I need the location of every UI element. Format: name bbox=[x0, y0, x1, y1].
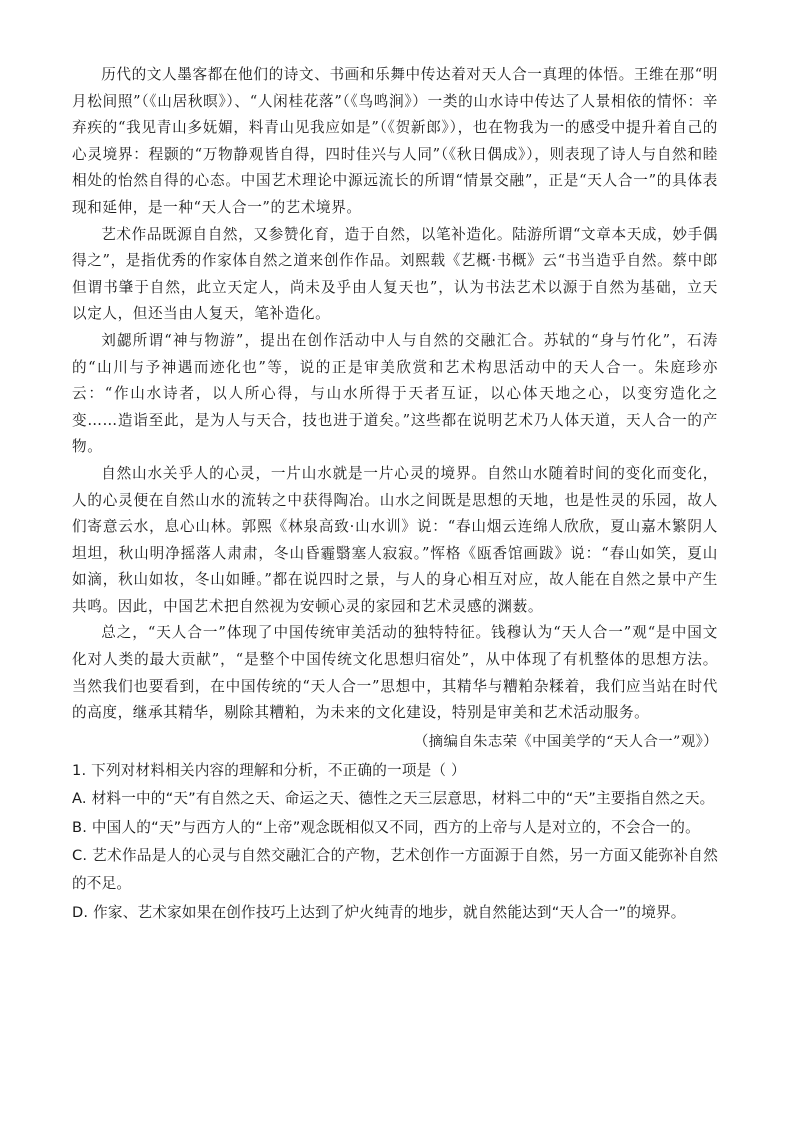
option-a: A. 材料一中的“天”有自然之天、命运之天、德性之天三层意思，材料二中的“天”主要指自然之天。 bbox=[72, 790, 715, 808]
passage-source-citation: （摘编自朱志荣《中国美学的“天人合一”观》） bbox=[413, 733, 718, 750]
passage-paragraph-5: 总之，“天人合一”体现了中国传统审美活动的独特特征。钱穆认为“天人合一”观“是中国文化对人类的最大贡献”，“是整个中国传统文化思想归宿处”，从中体现了有机整体的思想方法。当然我们也要看到，在中国传统的“天人合一”思想中，其精华与糟粕杂糅着，我们应当站在时代的高度，继承其精华，剔除其糟粕，为未来的文化建设，特别是审美和艺术活动服务。 bbox=[72, 624, 718, 722]
question-block bbox=[72, 757, 718, 927]
question-stem: 1. 下列对材料相关内容的理解和分析，不正确的一项是（ ） bbox=[72, 761, 466, 779]
document-page bbox=[72, 62, 718, 927]
reading-passage bbox=[72, 62, 718, 727]
passage-paragraph-1: 历代的文人墨客都在他们的诗文、书画和乐舞中传达着对天人合一真理的体悟。王维在那“明月松间照”（《山居秋暝》）、“人闲桂花落”（《鸟鸣涧》）一类的山水诗中传达了人景相依的情怀：辛弃疾的“我见青山多妩媚，料青山见我应如是”（《贺新郎》），也在物我为一的感受中提升着自己的心灵境界：程颢的“万物静观皆自得，四时佳兴与人同”（《秋日偶成》），则表现了诗人与自然和睦相处的怡然自得的心态。中国艺术理论中源远流长的所谓“情景交融”，正是“天人合一”的具体表现和延伸，是一种“天人合一”的艺术境界。 bbox=[72, 66, 718, 216]
option-d: D. 作家、艺术家如果在创作技巧上达到了炉火纯青的地步，就自然能达到“天人合一”的境界。 bbox=[72, 903, 686, 921]
passage-paragraph-3: 刘勰所谓“神与物游”，提出在创作活动中人与自然的交融汇合。苏轼的“身与竹化”，石涛的“山川与予神遇而迹化也”等，说的正是审美欣赏和艺术构思活动中的天人合一。朱庭珍亦云：“作山水诗者，以人所心得，与山水所得于天者互证，以心体天地之心，以变穷造化之变……造诣至此，是为人与天合，技也进于道矣。”这些都在说明艺术乃人体天道，天人合一的产物。 bbox=[72, 331, 718, 456]
passage-paragraph-4: 自然山水关乎人的心灵，一片山水就是一片心灵的境界。自然山水随着时间的变化而变化，人的心灵便在自然山水的流转之中获得陶冶。山水之间既是思想的天地，也是性灵的乐园，故人们寄意云水，息心山林。郭熙《林泉高致·山水训》说：“春山烟云连绵人欣欣，夏山嘉木繁阴人坦坦，秋山明净摇落人肃肃，冬山昏霾翳塞人寂寂。”恽格《瓯香馆画跋》说：“春山如笑，夏山如滴，秋山如妆，冬山如睡。”都在说四时之景，与人的身心相互对应，故人能在自然之景中产生共鸣。因此，中国艺术把自然视为安顿心灵的家园和艺术灵感的渊薮。 bbox=[72, 464, 718, 615]
option-b: B. 中国人的“天”与西方人的“上帝”观念既相似又不同，西方的上帝与人是对立的，不会合一的。 bbox=[72, 818, 700, 836]
option-c: C. 艺术作品是人的心灵与自然交融汇合的产物，艺术创作一方面源于自然，另一方面又能弥补自然的不足。 bbox=[72, 847, 718, 893]
passage-paragraph-2: 艺术作品既源自自然，又参赞化育，造于自然，以笔补造化。陆游所谓“文章本天成，妙手偶得之”，是指优秀的作家体自然之道来创作作品。刘熙载《艺概·书概》云“书当造乎自然。蔡中郎但谓书肇于自然，此立天定人，尚未及乎由人复天也”，认为书法艺术以源于自然为基础，立天以定人，但还当由人复天，笔补造化。 bbox=[72, 225, 718, 323]
